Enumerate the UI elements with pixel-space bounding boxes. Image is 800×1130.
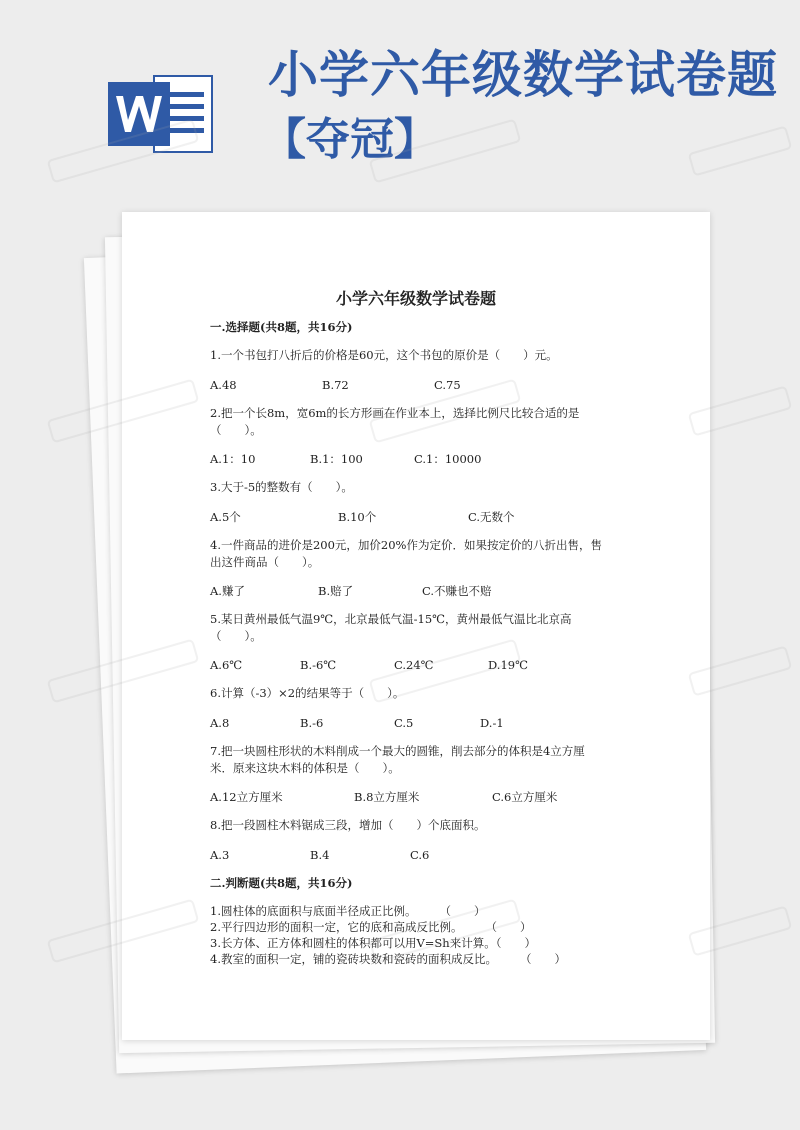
q4-option-a: A.赚了: [210, 584, 245, 598]
q8-option-b: B.4: [310, 848, 330, 862]
q4-option-b: B.赔了: [318, 584, 354, 598]
q2-option-a: A.1：10: [210, 452, 256, 466]
banner-title: 小学六年级数学试卷题: [268, 46, 778, 104]
q1-option-a: A.48: [210, 378, 237, 392]
q6-option-b: B.-6: [300, 716, 324, 730]
q8-option-a: A.3: [210, 848, 230, 862]
q5-option-a: A.6℃: [210, 658, 243, 672]
question-2: 2.把一个长8m，宽6m的长方形画在作业本上，选择比例尺比较合适的是: [210, 406, 580, 420]
q5-option-c: C.24℃: [394, 658, 434, 672]
q6-option-c: C.5: [394, 716, 414, 730]
q2-option-c: C.1：10000: [414, 452, 482, 466]
document-title: 小学六年级数学试卷题: [335, 289, 496, 308]
q8-option-c: C.6: [410, 848, 430, 862]
q5-option-b: B.-6℃: [300, 658, 337, 672]
q2-option-b: B.1：100: [310, 452, 363, 466]
q3-option-b: B.10个: [338, 510, 377, 524]
question-7-cont: 米．原来这块木料的体积是（ ）。: [210, 761, 400, 775]
question-1: 1.一个书包打八折后的价格是60元，这个书包的原价是（ ）元。: [210, 348, 558, 362]
tf-item-2: 2.平行四边形的面积一定，它的底和高成反比例。 （ ）: [210, 920, 532, 934]
q4-option-c: C.不赚也不赔: [422, 584, 492, 598]
tf-item-1: 1.圆柱体的底面积与底面半径成正比例。 （ ）: [210, 904, 486, 918]
section-heading-choice: 一.选择题(共8题，共16分): [210, 320, 353, 334]
q6-option-a: A.8: [210, 716, 230, 730]
question-3: 3.大于-5的整数有（ ）。: [210, 480, 353, 494]
question-2-cont: （ ）。: [210, 423, 262, 437]
question-6: 6.计算（-3）×2的结果等于（ ）。: [210, 686, 405, 700]
question-4-cont: 出这件商品（ ）。: [210, 555, 320, 569]
q7-option-b: B.8立方厘米: [354, 790, 420, 804]
word-document-icon: [108, 72, 216, 156]
q7-option-c: C.6立方厘米: [492, 790, 558, 804]
tf-item-3: 3.长方体、正方体和圆柱的体积都可以用V=Sh来计算。（ ）: [210, 936, 536, 950]
section-heading-true-false: 二.判断题(共8题，共16分): [210, 876, 353, 890]
question-7: 7.把一块圆柱形状的木料削成一个最大的圆锥，削去部分的体积是4立方厘: [210, 744, 585, 758]
q1-option-c: C.75: [434, 378, 461, 392]
q3-option-c: C.无数个: [468, 510, 515, 524]
exam-paper: [122, 212, 710, 1040]
banner-subtitle: 【夺冠】: [262, 114, 438, 165]
question-5-cont: （ ）。: [210, 629, 262, 643]
q6-option-d: D.-1: [480, 716, 504, 730]
question-5: 5.某日黄州最低气温9℃，北京最低气温-15℃，黄州最低气温比北京高: [210, 612, 572, 626]
q7-option-a: A.12立方厘米: [210, 790, 283, 804]
question-4: 4.一件商品的进价是200元，加价20%作为定价．如果按定价的八折出售，售: [210, 538, 602, 552]
q1-option-b: B.72: [322, 378, 349, 392]
tf-item-4: 4.教室的面积一定，铺的瓷砖块数和瓷砖的面积成反比。 （ ）: [210, 952, 566, 966]
q5-option-d: D.19℃: [488, 658, 528, 672]
q3-option-a: A.5个: [210, 510, 241, 524]
question-8: 8.把一段圆柱木料锯成三段，增加（ ）个底面积。: [210, 818, 486, 832]
